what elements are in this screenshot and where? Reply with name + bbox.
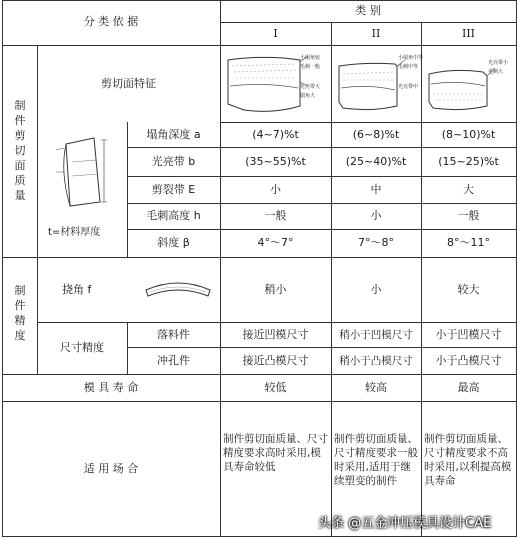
cell-value: 小 [370, 283, 382, 296]
row-label-burnish-band: 光亮带 b [151, 155, 196, 168]
row-label-blanking: 落料件 [157, 328, 190, 341]
cell-application-2: 制件剪切面质量、尺寸精度要求一般时采用,适用于继续塑变的制件 [334, 433, 418, 487]
sketch-3-label-bright: 光亮带小 [488, 60, 509, 66]
row-line [2, 45, 517, 46]
row-line [2, 401, 517, 402]
sketch-1-label-bright: 光亮带大 [300, 84, 321, 90]
row-label-taper: 斜度 β [157, 236, 190, 249]
cell-application-1: 制件剪切面质量、尺寸精度要求高时采用,模具寿命较低 [223, 433, 328, 473]
size-precision-label: 尺寸精度 [60, 341, 104, 354]
row-label-fracture-band: 剪裂带 E [151, 183, 196, 196]
table-border-left [2, 0, 3, 537]
cell-value: (4~7)%t [252, 128, 299, 141]
sketch-2-label-top: 小塌角中等 [398, 55, 424, 61]
cell-value: 接近凹模尺寸 [242, 328, 309, 341]
cell-value: (8~10)%t [441, 128, 496, 141]
cell-value: (15~25)%t [438, 155, 499, 168]
cell-value: 较低 [264, 381, 287, 394]
cell-value: 一般 [457, 209, 480, 222]
cell-value: 一般 [264, 209, 287, 222]
row-label-die-life: 模 具 寿 命 [83, 381, 139, 394]
sketch-2-label-bright: 光亮带中 [398, 84, 419, 90]
cell-value: 稍小于凸模尺寸 [339, 355, 413, 367]
cell-application-3: 制件剪切面质量、尺寸精度要求不高时采用,以利提高模具寿命 [424, 433, 512, 487]
cell-value: 4°～7° [257, 236, 294, 249]
cell-value: 接近凸模尺寸 [242, 354, 309, 367]
row-line [127, 203, 517, 204]
sketch-3-label-burr: 毛刺大 [488, 69, 504, 75]
cell-value: 7°～8° [358, 236, 394, 249]
section-label-precision: 制件精度 [14, 284, 26, 342]
cell-value: 小于凹模尺寸 [435, 328, 502, 341]
shear-feature-label: 剪切面特征 [101, 77, 156, 90]
row-line [127, 147, 517, 148]
watermark: 头条 @五金冲压模具设计CAE [318, 516, 492, 531]
row-label-punching: 冲孔件 [157, 354, 190, 367]
cell-value: (35~55)%t [245, 155, 306, 168]
cell-value: 最高 [457, 381, 480, 394]
cell-value: 小 [270, 183, 281, 196]
row-line [37, 322, 517, 323]
cell-value: 较高 [365, 381, 387, 394]
sketch-1-label-corner: 塌角大 [300, 93, 316, 99]
cell-value: 较大 [457, 283, 480, 296]
cell-value: (6~8)%t [352, 128, 400, 141]
basis-header: 分 类 依 据 [83, 15, 139, 28]
row-line [220, 122, 517, 123]
row-line [2, 257, 517, 258]
row-line [220, 22, 517, 23]
row-line [127, 176, 517, 177]
cell-value: 中 [370, 183, 382, 196]
row-label-burr-height: 毛刺高度 h [146, 209, 201, 222]
cell-value: 大 [463, 183, 474, 196]
col-line [331, 22, 332, 537]
row-label-application: 适 用 场 合 [83, 462, 139, 475]
cell-value: 8°～11° [447, 236, 490, 249]
col-line [220, 0, 221, 537]
warp-sketch [140, 272, 216, 308]
class-1-header: I [273, 27, 278, 40]
row-label-rollover-depth: 塌角深度 a [146, 128, 201, 141]
table-border-top [2, 0, 517, 1]
cross-section-diagram [48, 132, 120, 222]
row-line [127, 229, 517, 230]
sketch-2-label-burr: 毛刺中等 [398, 64, 419, 70]
category-header: 类 别 [355, 4, 381, 17]
row-line [2, 374, 517, 375]
cell-value: 小 [370, 209, 382, 222]
sketch-1-label-top: 小塌角较 [300, 55, 321, 61]
class-2-header: II [371, 27, 381, 40]
col-line [421, 22, 422, 537]
cell-value: (25~40)%t [345, 155, 407, 168]
row-label-warp: 挠角 f [62, 283, 92, 296]
section-label-quality: 制件剪切面质量 [14, 99, 26, 202]
sketch-1-label-burr: 毛刺一般 [300, 64, 321, 70]
class-3-header: III [461, 27, 476, 40]
cell-value: 稍小于凹模尺寸 [339, 329, 413, 341]
cell-value: 稍小 [264, 283, 287, 296]
cell-value: 小于凸模尺寸 [435, 354, 502, 367]
table-border-bottom [2, 536, 517, 537]
col-line [37, 45, 38, 374]
row-line [127, 347, 517, 348]
material-thickness-note: t=材料厚度 [48, 227, 101, 238]
